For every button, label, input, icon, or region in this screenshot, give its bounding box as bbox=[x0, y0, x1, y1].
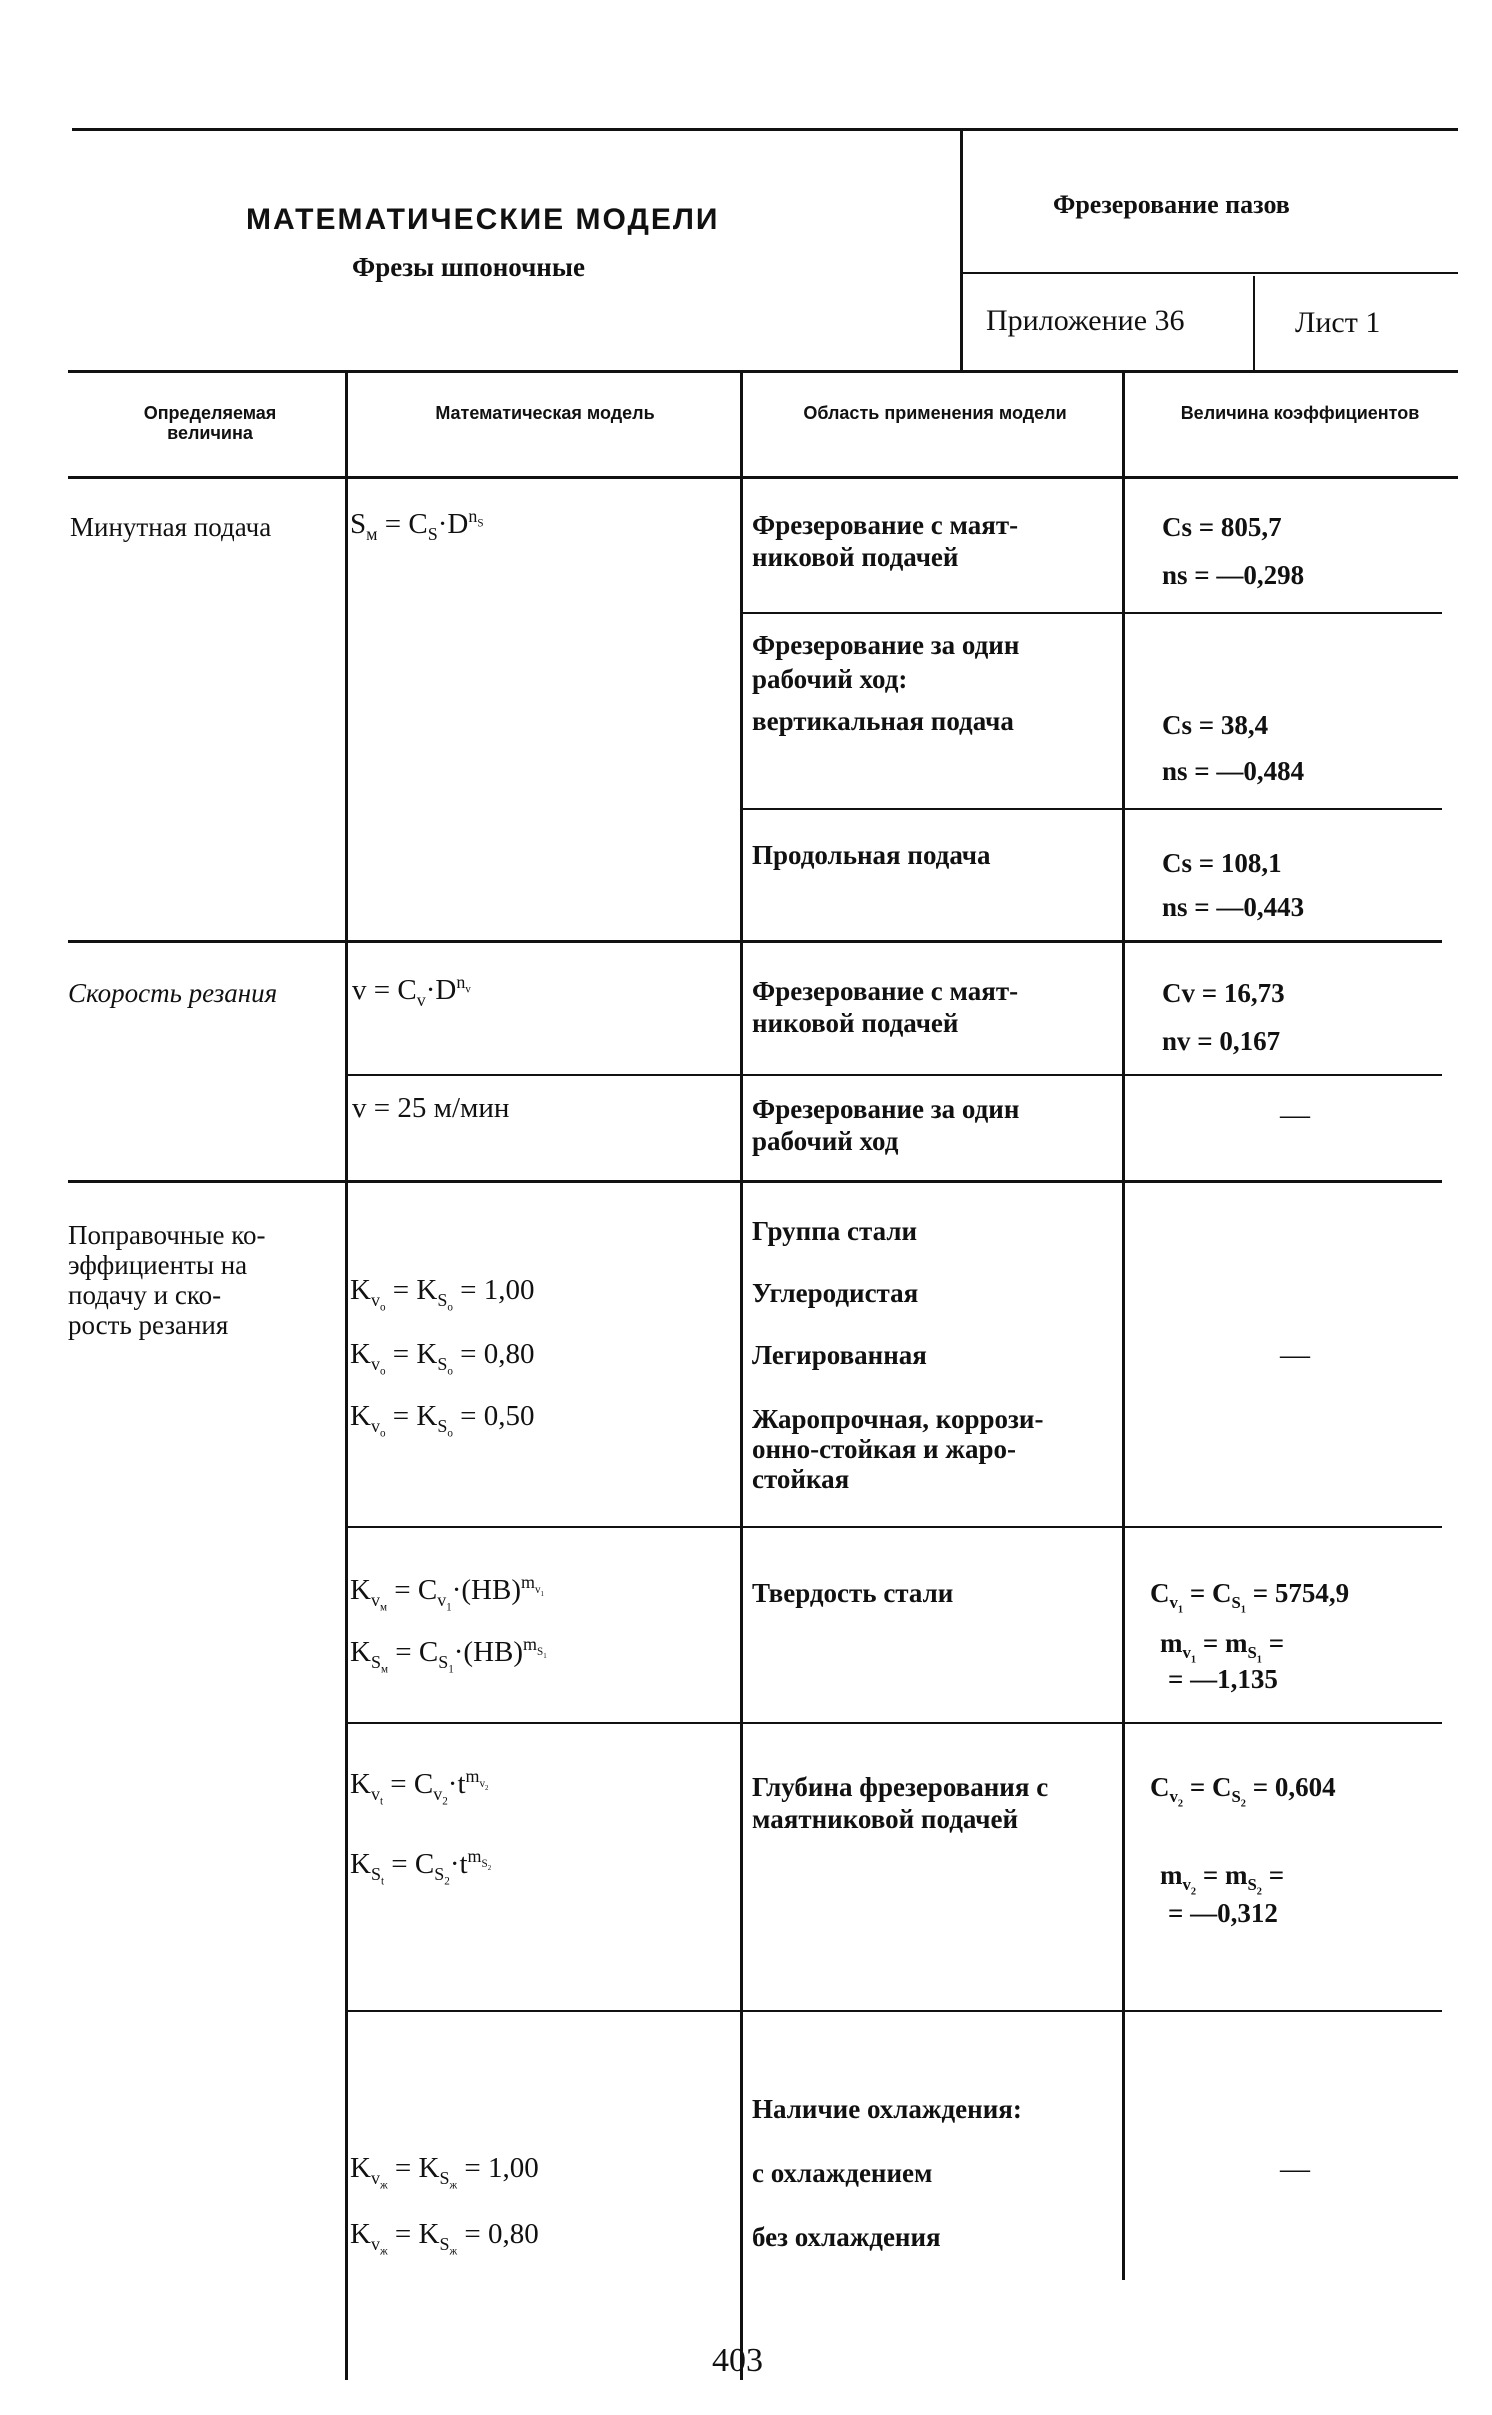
speed-rule-1 bbox=[347, 1074, 1442, 1076]
formula-hb-s: $K_{S_м} = C_{S_1}\cdot(HB)^{m_{S_1}}$ bbox=[350, 1634, 547, 1676]
steel-group-head: Группа стали bbox=[752, 1216, 918, 1246]
feed-area-c: Продольная подача bbox=[752, 840, 991, 870]
header-sheet-divider bbox=[1253, 276, 1255, 370]
feed-c-ns: ns = —0,443 bbox=[1162, 892, 1305, 922]
speed-row-bottom-rule bbox=[68, 1180, 1442, 1183]
speed-b-dash: — bbox=[1280, 1098, 1310, 1131]
feed-row-bottom-rule bbox=[68, 940, 1442, 943]
steel-label-3-cont1: онно-стойкая и жаро- bbox=[752, 1434, 1016, 1464]
quantity-corr-line2: эффициенты на bbox=[68, 1250, 248, 1280]
col-divider-1 bbox=[345, 372, 348, 2380]
formula-steel-2: $K_{v_o} = K_{S_o} = 0,80$ bbox=[350, 1338, 535, 1378]
page-number: 403 bbox=[712, 2342, 763, 2379]
quantity-corr-line3: подачу и ско- bbox=[68, 1280, 222, 1310]
speed-area-b-line2: рабочий ход bbox=[752, 1126, 899, 1156]
cool-label-1: с охлаждением bbox=[752, 2158, 933, 2188]
feed-c-cs: Cs = 108,1 bbox=[1162, 848, 1282, 878]
appendix-label: Приложение 36 bbox=[986, 304, 1185, 337]
feed-b-ns: ns = —0,484 bbox=[1162, 756, 1305, 786]
column-header-coefficients: Величина коэффициентов bbox=[1180, 403, 1420, 423]
hb-m-value: = —1,135 bbox=[1168, 1664, 1278, 1694]
sheet-label: Лист 1 bbox=[1295, 306, 1381, 339]
feed-area-a-line2: никовой подачей bbox=[752, 542, 959, 572]
formula-cool-2: $K_{v_ж} = K_{S_ж} = 0,80$ bbox=[350, 2218, 539, 2258]
formula-speed: $v = C_v\cdot D^{n_v}$ bbox=[352, 972, 471, 1010]
formula-steel-3: $K_{v_o} = K_{S_o} = 0,50$ bbox=[350, 1400, 535, 1440]
depth-c: $C_{v_2} = C_{S_2} = 0,604$ bbox=[1150, 1772, 1336, 1810]
depth-area-line2: маятниковой подачей bbox=[752, 1804, 1019, 1834]
steel-dash: — bbox=[1280, 1338, 1310, 1371]
top-rule bbox=[72, 128, 1458, 131]
cool-dash: — bbox=[1280, 2152, 1310, 2185]
col-divider-3 bbox=[1122, 372, 1125, 2280]
column-header-quantity: Определяемая величина bbox=[143, 403, 277, 443]
page-title: МАТЕМАТИЧЕСКИЕ МОДЕЛИ bbox=[246, 203, 720, 236]
feed-a-cs: Cs = 805,7 bbox=[1162, 512, 1282, 542]
feed-rule-2 bbox=[742, 808, 1442, 810]
feed-area-b-line2: рабочий ход: bbox=[752, 664, 908, 694]
header-right-rule bbox=[962, 272, 1458, 274]
speed-a-cv: Cv = 16,73 bbox=[1162, 978, 1285, 1008]
formula-depth-s: $K_{S_t} = C_{S_2}\cdot t^{m_{S_2}}$ bbox=[350, 1846, 492, 1888]
depth-m: $m_{v_2} = m_{S_2}$ = bbox=[1160, 1860, 1285, 1898]
hb-c: $C_{v_1} = C_{S_1} = 5754,9$ bbox=[1150, 1578, 1350, 1616]
page-subtitle: Фрезы шпоночные bbox=[352, 252, 585, 282]
speed-area-a-line2: никовой подачей bbox=[752, 1008, 959, 1038]
feed-b-cs: Cs = 38,4 bbox=[1162, 710, 1269, 740]
corr-rule-1 bbox=[347, 1526, 1442, 1528]
header-bottom-rule bbox=[68, 370, 1458, 373]
cool-head: Наличие охлаждения: bbox=[752, 2094, 1022, 2124]
quantity-feed: Минутная подача bbox=[70, 512, 272, 542]
formula-feed: $S_м = C_S\cdot D^{n_S}$ bbox=[350, 506, 484, 544]
depth-m-value: = —0,312 bbox=[1168, 1898, 1278, 1928]
corr-rule-3 bbox=[347, 2010, 1442, 2012]
feed-rule-1 bbox=[742, 612, 1442, 614]
formula-depth-v: $K_{v_t} = C_{v_2}\cdot t^{m_{v_2}}$ bbox=[350, 1766, 489, 1808]
steel-label-3: Жаропрочная, коррози- bbox=[752, 1404, 1044, 1434]
steel-label-2: Легированная bbox=[752, 1340, 927, 1370]
formula-cool-1: $K_{v_ж} = K_{S_ж} = 1,00$ bbox=[350, 2152, 539, 2192]
speed-area-b-line1: Фрезерование за один bbox=[752, 1094, 1020, 1124]
quantity-speed: Скорость резания bbox=[68, 978, 278, 1008]
quantity-corr-line1: Поправочные ко- bbox=[68, 1220, 266, 1250]
column-header-area: Область применения модели bbox=[803, 403, 1067, 423]
quantity-corr-line4: рость резания bbox=[68, 1310, 229, 1340]
feed-area-b-line1: Фрезерование за один bbox=[752, 630, 1020, 660]
speed-a-nv: nv = 0,167 bbox=[1162, 1026, 1281, 1056]
column-header-model: Математическая модель bbox=[435, 403, 655, 423]
hb-area: Твердость стали bbox=[752, 1578, 954, 1608]
header-row-rule bbox=[68, 476, 1458, 479]
feed-a-ns: ns = —0,298 bbox=[1162, 560, 1305, 590]
section-label: Фрезерование пазов bbox=[1053, 190, 1290, 219]
speed-b-model: v = 25 м/мин bbox=[352, 1092, 510, 1124]
header-vertical-divider bbox=[960, 130, 963, 370]
formula-steel-1: $K_{v_o} = K_{S_o} = 1,00$ bbox=[350, 1274, 535, 1314]
depth-area-line1: Глубина фрезерования с bbox=[752, 1772, 1049, 1802]
col-divider-2 bbox=[740, 372, 743, 2380]
formula-hb-v: $K_{v_м} = C_{v_1}\cdot(HB)^{m_{v_1}}$ bbox=[350, 1572, 544, 1614]
feed-area-a-line1: Фрезерование с маят- bbox=[752, 510, 1019, 540]
steel-label-3-cont2: стойкая bbox=[752, 1464, 850, 1494]
corr-rule-2 bbox=[347, 1722, 1442, 1724]
feed-area-b-line3: вертикальная подача bbox=[752, 706, 1014, 736]
cool-label-2: без охлаждения bbox=[752, 2222, 941, 2252]
steel-label-1: Углеродистая bbox=[752, 1278, 919, 1308]
hb-m: $m_{v_1} = m_{S_1}$ = bbox=[1160, 1628, 1285, 1666]
speed-area-a-line1: Фрезерование с маят- bbox=[752, 976, 1019, 1006]
